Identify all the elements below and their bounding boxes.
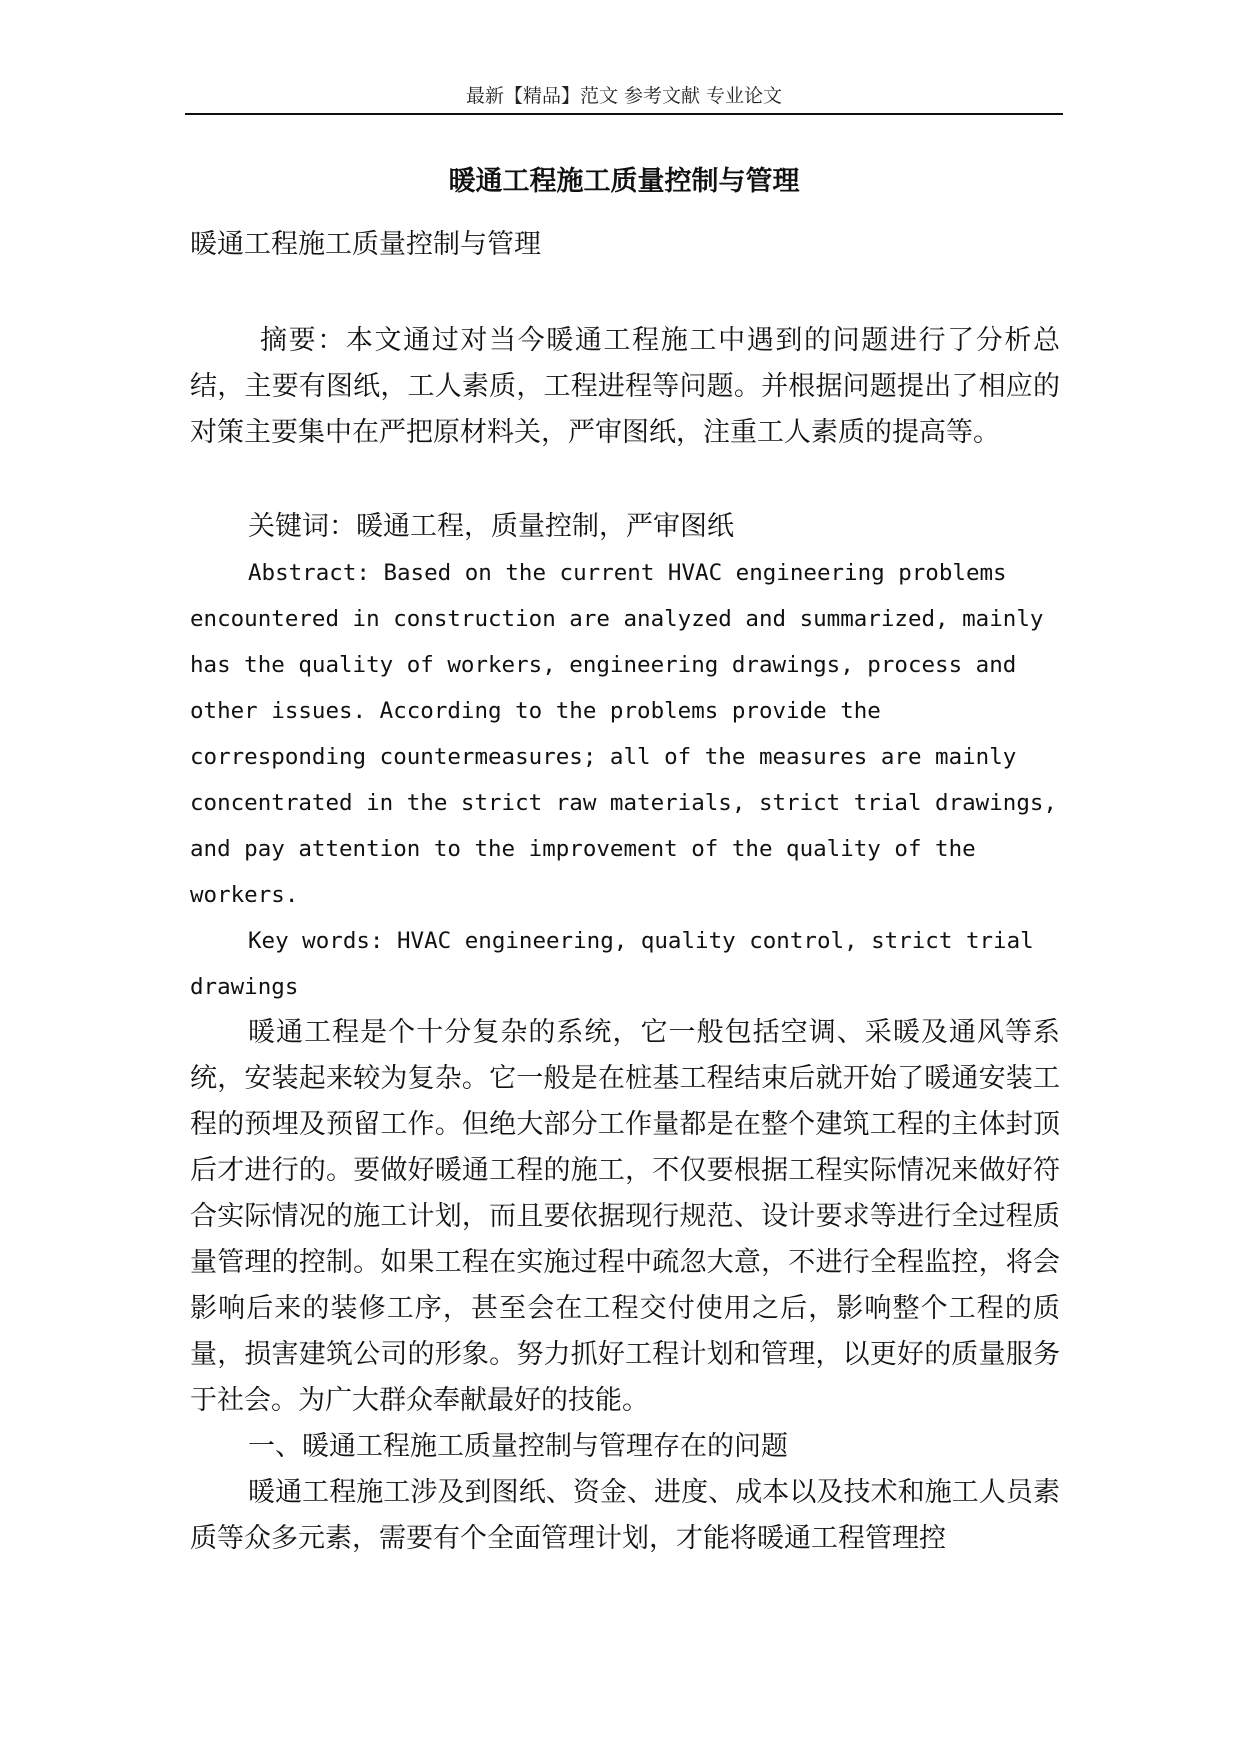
document-body <box>190 222 1060 1562</box>
page-header: 最新【精品】范文 参考文献 专业论文 <box>465 85 783 107</box>
section1-paragraph: 暖通工程施工涉及到图纸、资金、进度、成本以及技术和施工人员素质等众多元素，需要有个全面管理计划，才能将暖通工程管理控 <box>190 1477 1060 1554</box>
intro-paragraph: 暖通工程是个十分复杂的系统，它一般包括空调、采暖及通风等系统，安装起来较为复杂。它一般是在桩基工程结束后就开始了暖通安装工程的预埋及预留工作。但绝大部分工作量都是在整个建筑工程的主体封顶后才进行的。要做好暖通工程的施工，不仅要根据工程实际情况来做好符合实际情况的施工计划，而且要依据现行规范、设计要求等进行全过程质量管理的控制。如果工程在实施过程中疏忽大意，不进行全程监控，将会影响后来的装修工序，甚至会在工程交付使用之后，影响整个工程的质量，损害建筑公司的形象。努力抓好工程计划和管理，以更好的质量服务于社会。为广大群众奉献最好的技能。 <box>190 1017 1060 1416</box>
section1-heading: 一、暖通工程施工质量控制与管理存在的问题 <box>248 1431 788 1462</box>
keywords-en: Key words: HVAC engineering, quality control, strict trial drawings <box>190 928 1034 1000</box>
document-title: 暖通工程施工质量控制与管理 <box>448 166 800 197</box>
abstract-en: Abstract: Based on the current HVAC engineering problems encountered in construction are analyzed and summarized, mainly has the quality of workers, engineering drawings, process and other issues. According to the problems provide the corresponding countermeasures; all of the measures are mainly concentrated in the strict raw materials, strict trial drawings, and pay attention to the improvement of the quality of the workers. <box>190 560 1057 908</box>
abstract-cn: 摘要：本文通过对当今暖通工程施工中遇到的问题进行了分析总结，主要有图纸，工人素质，工程进程等问题。并根据问题提出了相应的对策主要集中在严把原材料关，严审图纸，注重工人素质的提高等。 <box>190 325 1060 448</box>
header-divider <box>185 113 1063 115</box>
document-subtitle: 暖通工程施工质量控制与管理 <box>190 229 541 260</box>
keywords-cn: 关键词：暖通工程，质量控制，严审图纸 <box>248 511 734 542</box>
